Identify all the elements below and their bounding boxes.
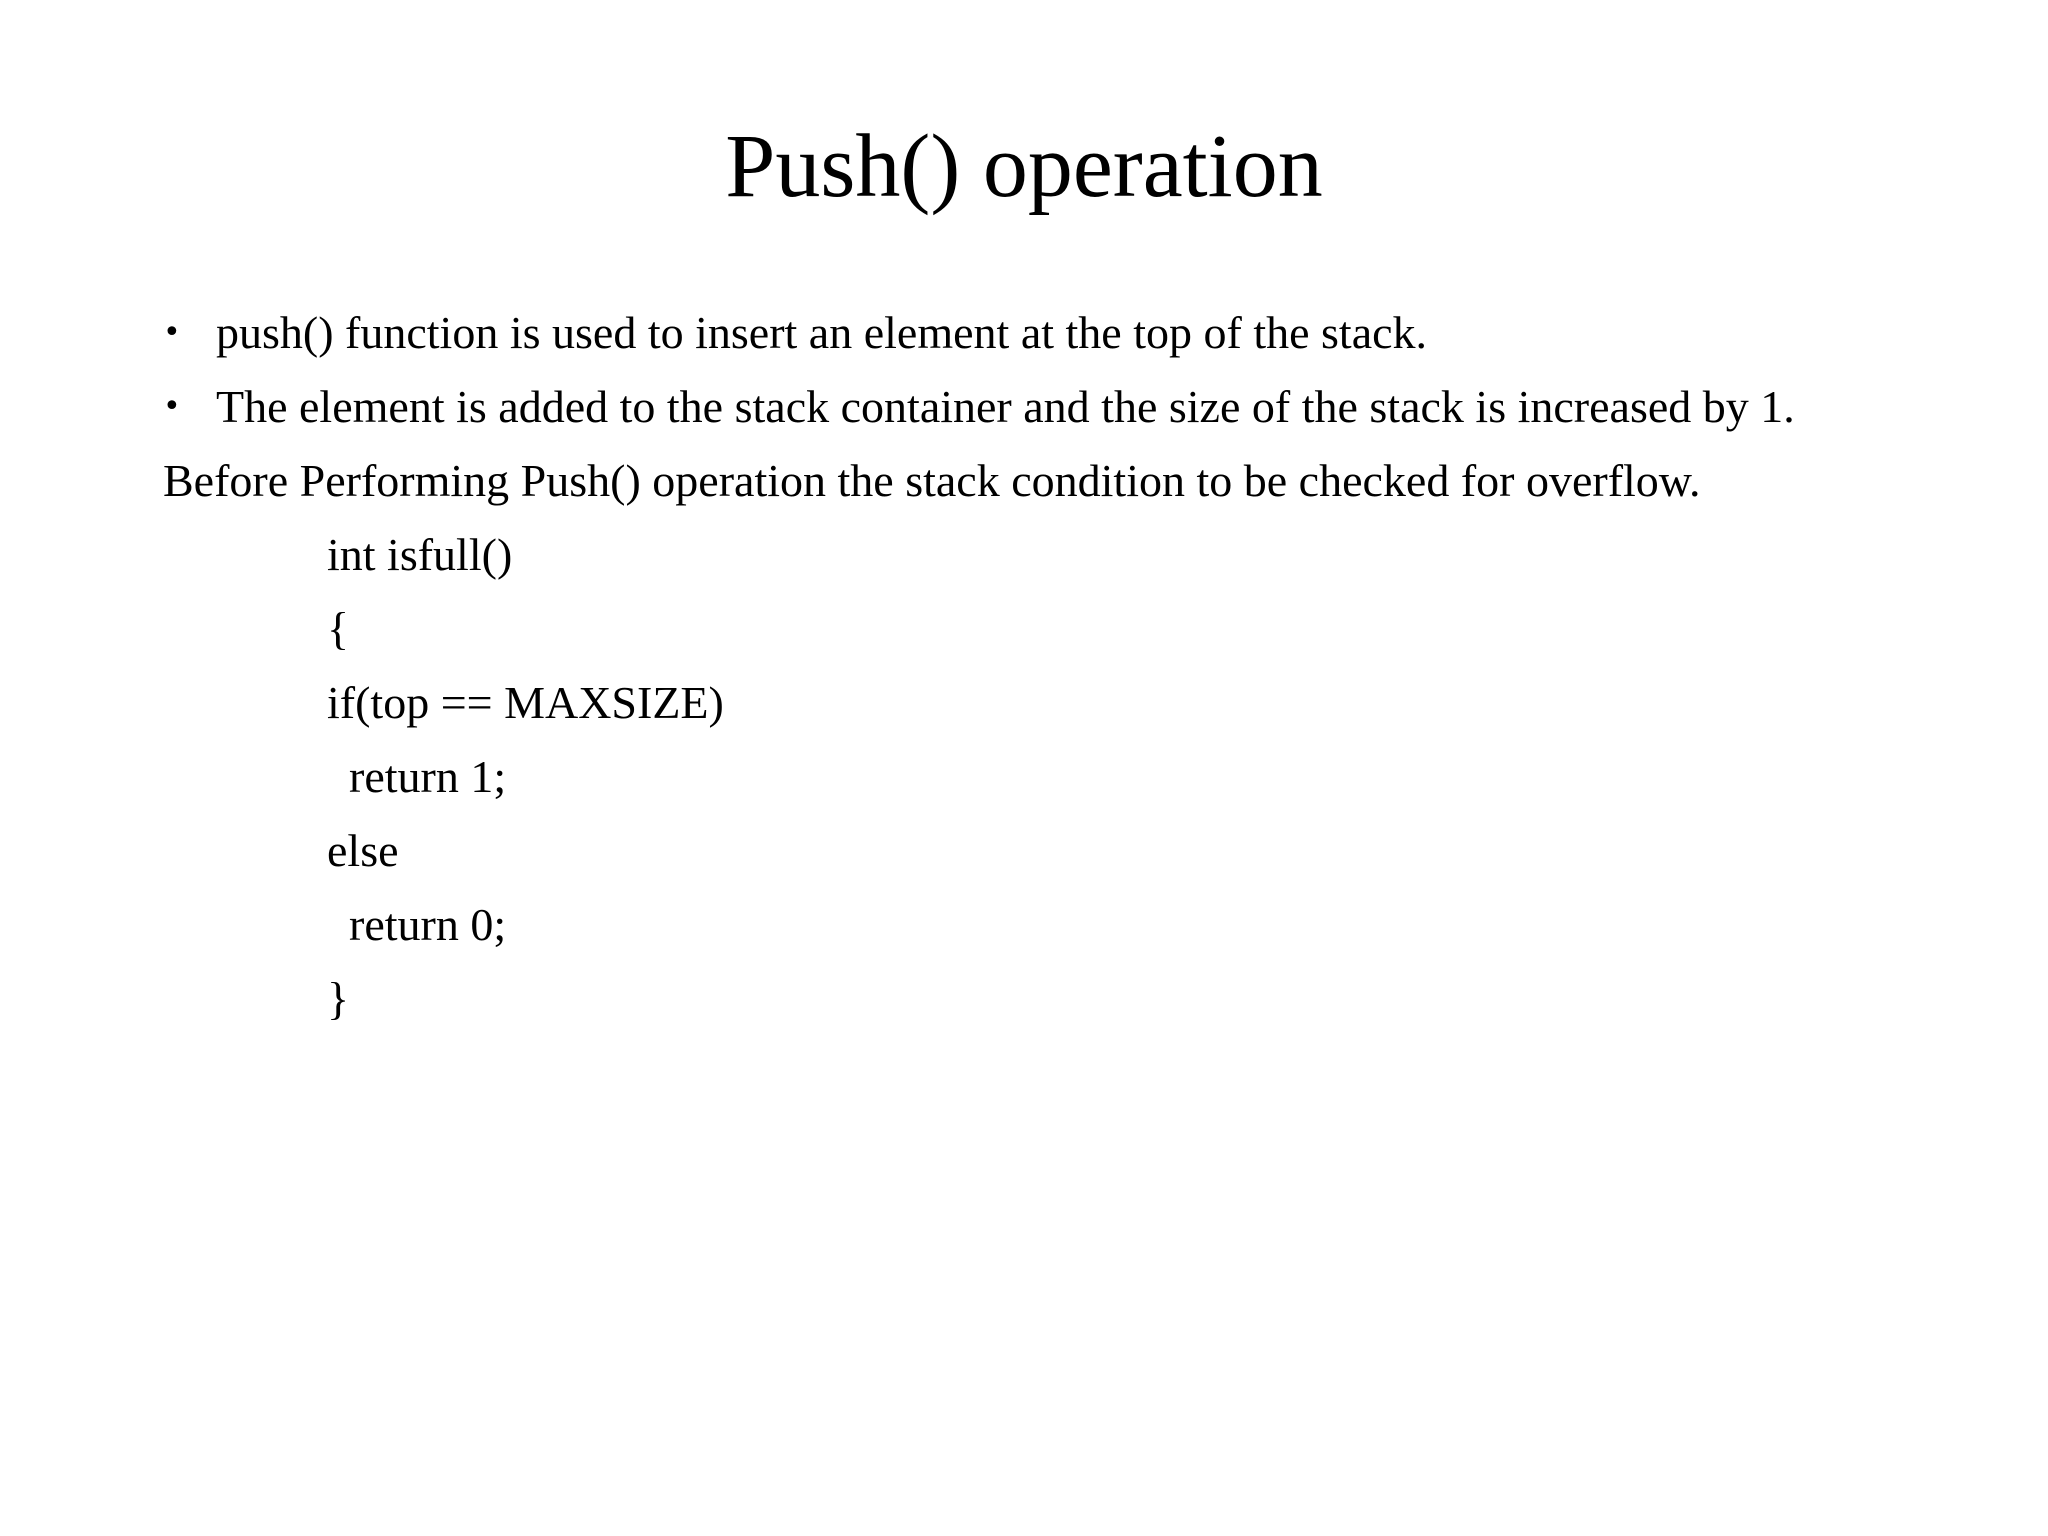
code-line: return 0; [349, 899, 507, 950]
bullet-text: The element is added to the stack container and the size of the stack is increased by 1. [216, 381, 1795, 432]
code-line: } [327, 973, 350, 1024]
code-block [163, 518, 1983, 1036]
paragraph-text: Before Performing Push() operation the stack condition to be checked for overflow. [163, 455, 1701, 506]
slide-body [163, 296, 1983, 1036]
code-line: else [327, 825, 399, 876]
code-line: { [327, 603, 350, 654]
slide-title: Push() operation [725, 117, 1323, 216]
code-line: int isfull() [327, 529, 513, 580]
bullet-item [163, 296, 1983, 370]
code-line: return 1; [349, 751, 507, 802]
bullet-item [163, 370, 1983, 444]
bullet-text: push() function is used to insert an element at the top of the stack. [216, 307, 1428, 358]
bullet-icon: • [163, 315, 181, 350]
bullet-icon: • [163, 389, 181, 424]
code-line: if(top == MAXSIZE) [327, 677, 724, 728]
